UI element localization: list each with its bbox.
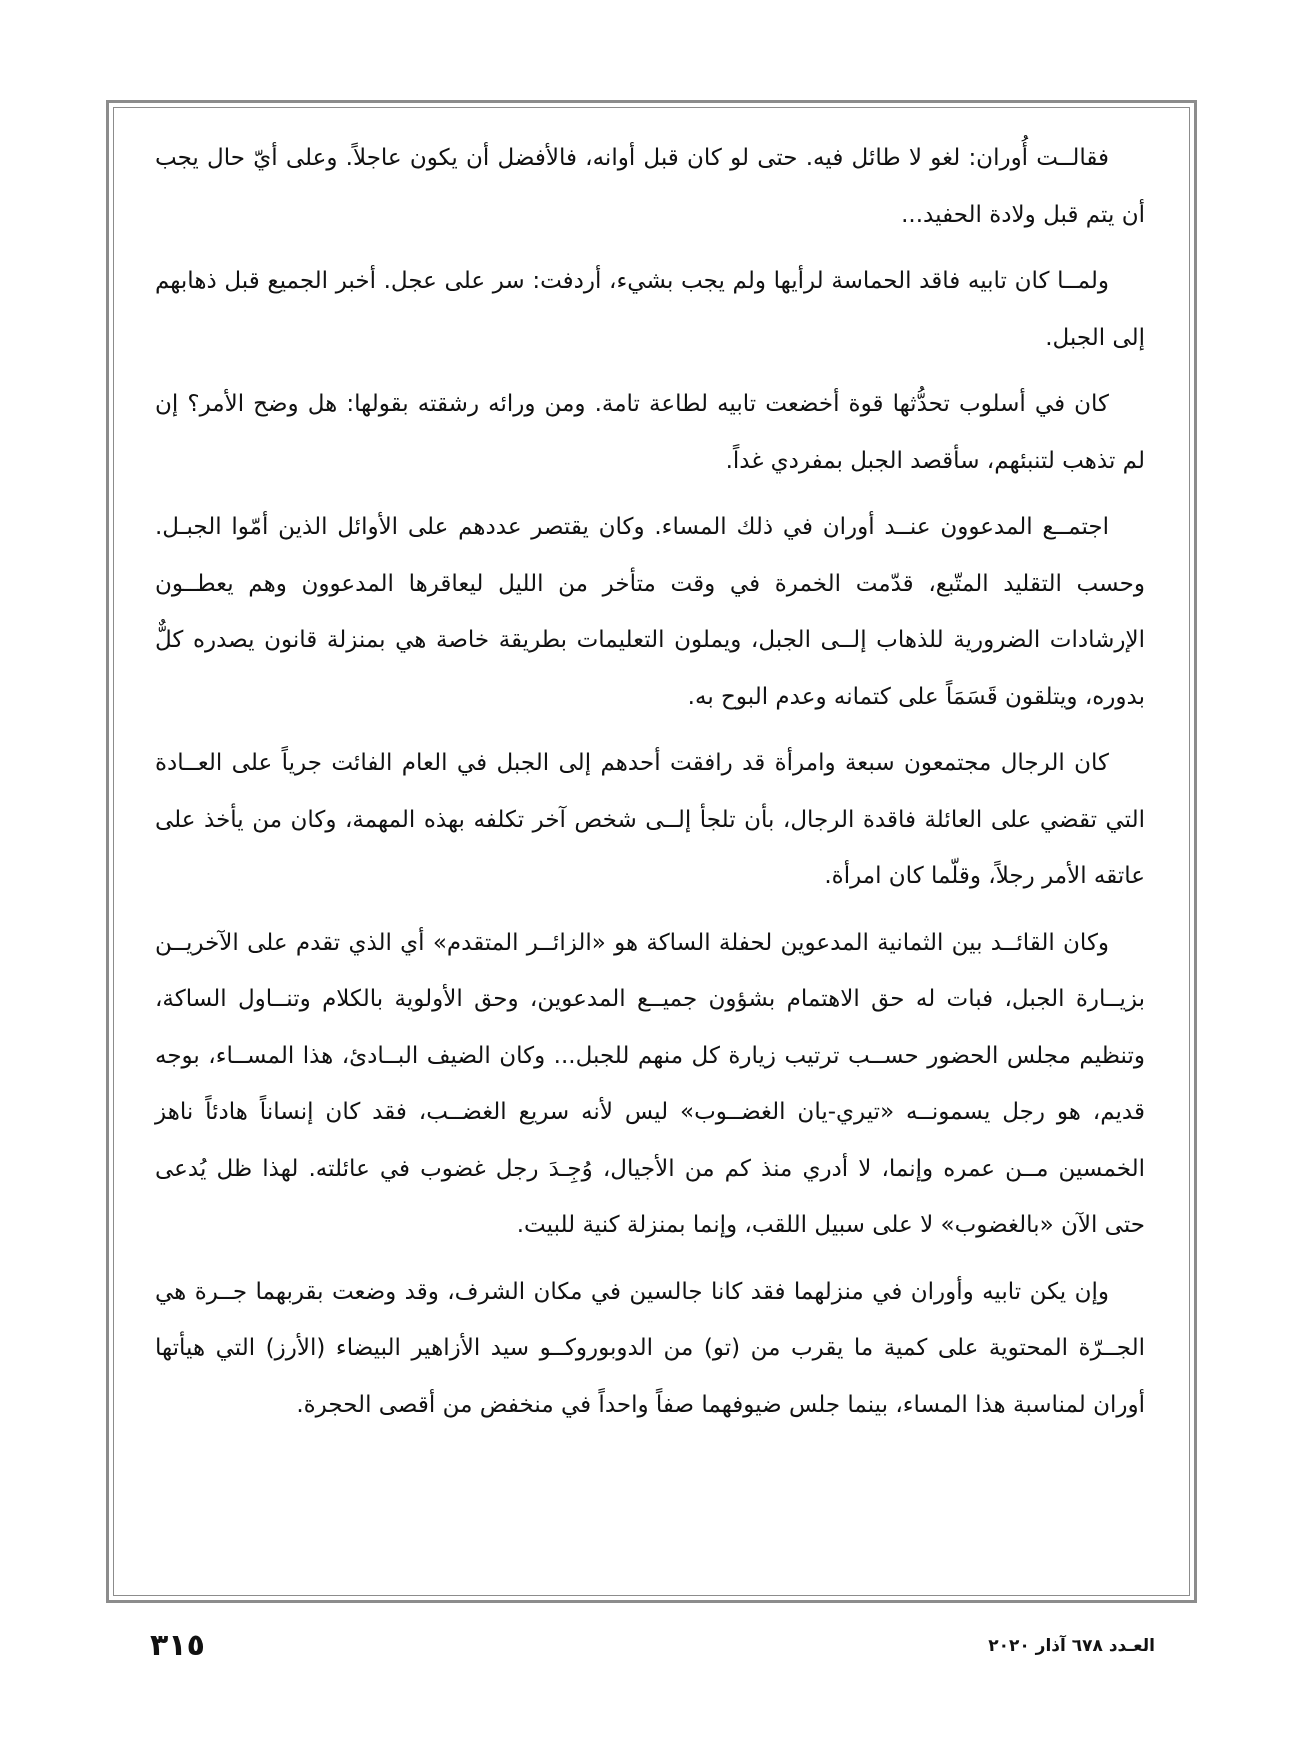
paragraph-3: كان في أسلوب تحدُّثها قوة أخضعت تابيه لطاعة تامة. ومن ورائه رشقته بقولها: هل وضح الأمر؟ إن لم تذهب لتنبئهم، سأقصد الجبل بمفردي غداً. xyxy=(155,391,1145,474)
paragraph-6: وكان القائــد بين الثمانية المدعوين لحفلة الساكة هو «الزائــر المتقدم» أي الذي تقدم على الآخريــن بزيــارة الجبل، فبات له حق الاهتمام بشؤون جميــع المدعوين، وحق الأولوية بالكلام وتنــاول الساكة، وتنظيم مجلس الحضور حســب ترتيب زيارة كل منهم للجبل... وكان الضيف البــادئ، هذا المســاء، بوجه قديم، هو رجل يسمونــه «تيري-يان الغضــوب» ليس لأنه سريع الغضــب، فقد كان إنساناً هادئاً ناهز الخمسين مــن عمره وإنما، لا أدري منذ كم من الأجيال، وُجِـدَ رجل غضوب في عائلته. لهذا ظل يُدعى حتى الآن «بالغضوب» لا على سبيل اللقب، وإنما بمنزلة كنية للبيت. xyxy=(155,929,1145,1238)
paragraph-5: كان الرجال مجتمعون سبعة وامرأة قد رافقت أحدهم إلى الجبل في العام الفائت جرياً على العــادة التي تقضي على العائلة فاقدة الرجال، بأن تلجأ إلــى شخص آخر تكلفه بهذه المهمة، وكان من يأخذ على عاتقه الأمر رجلاً، وقلّما كان امرأة. xyxy=(155,750,1145,889)
paragraph-2: ولمــا كان تابيه فاقد الحماسة لرأيها ولم يجب بشيء، أردفت: سر على عجل. أخبر الجميع قبل ذهابهم إلى الجبل. xyxy=(155,268,1145,351)
paragraph-4: اجتمــع المدعوون عنــد أوران في ذلك المساء. وكان يقتصر عددهم على الأوائل الذين أمّوا الجبـل. وحسب التقليد المتّبع، قدّمت الخمرة في وقت متأخر من الليل ليعاقرها المدعوون وهم يعطــون الإرشادات الضرورية للذهاب إلــى الجبل، ويملون التعليمات بطريقة خاصة هي بمنزلة قانون يصدره كلٌّ بدوره، ويتلقون قَسَمَاً على كتمانه وعدم البوح به. xyxy=(155,514,1145,710)
paragraph-1: فقالــت أُوران: لغو لا طائل فيه. حتى لو كان قبل أوانه، فالأفضل أن يكون عاجلاً. وعلى أيّ حال يجب أن يتم قبل ولادة الحفيد... xyxy=(155,145,1145,228)
paragraph-7: وإن يكن تابيه وأوران في منزلهما فقد كانا جالسين في مكان الشرف، وقد وضعت بقربهما جــرة هي الجــرّة المحتوية على كمية ما يقرب من (تو) من الدوبوروكــو سيد الأزاهير البيضاء (الأرز) التي هيأتها أوران لمناسبة هذا المساء، بينما جلس ضيوفهما صفاً واحداً في منخفض من أقصى الحجرة. xyxy=(155,1278,1145,1418)
issue-label: العـدد ٦٧٨ آذار ٢٠٢٠ xyxy=(988,1636,1155,1656)
article-body xyxy=(155,130,1145,1443)
page-footer xyxy=(150,1628,1155,1668)
page-number: ٣١٥ xyxy=(150,1628,205,1663)
